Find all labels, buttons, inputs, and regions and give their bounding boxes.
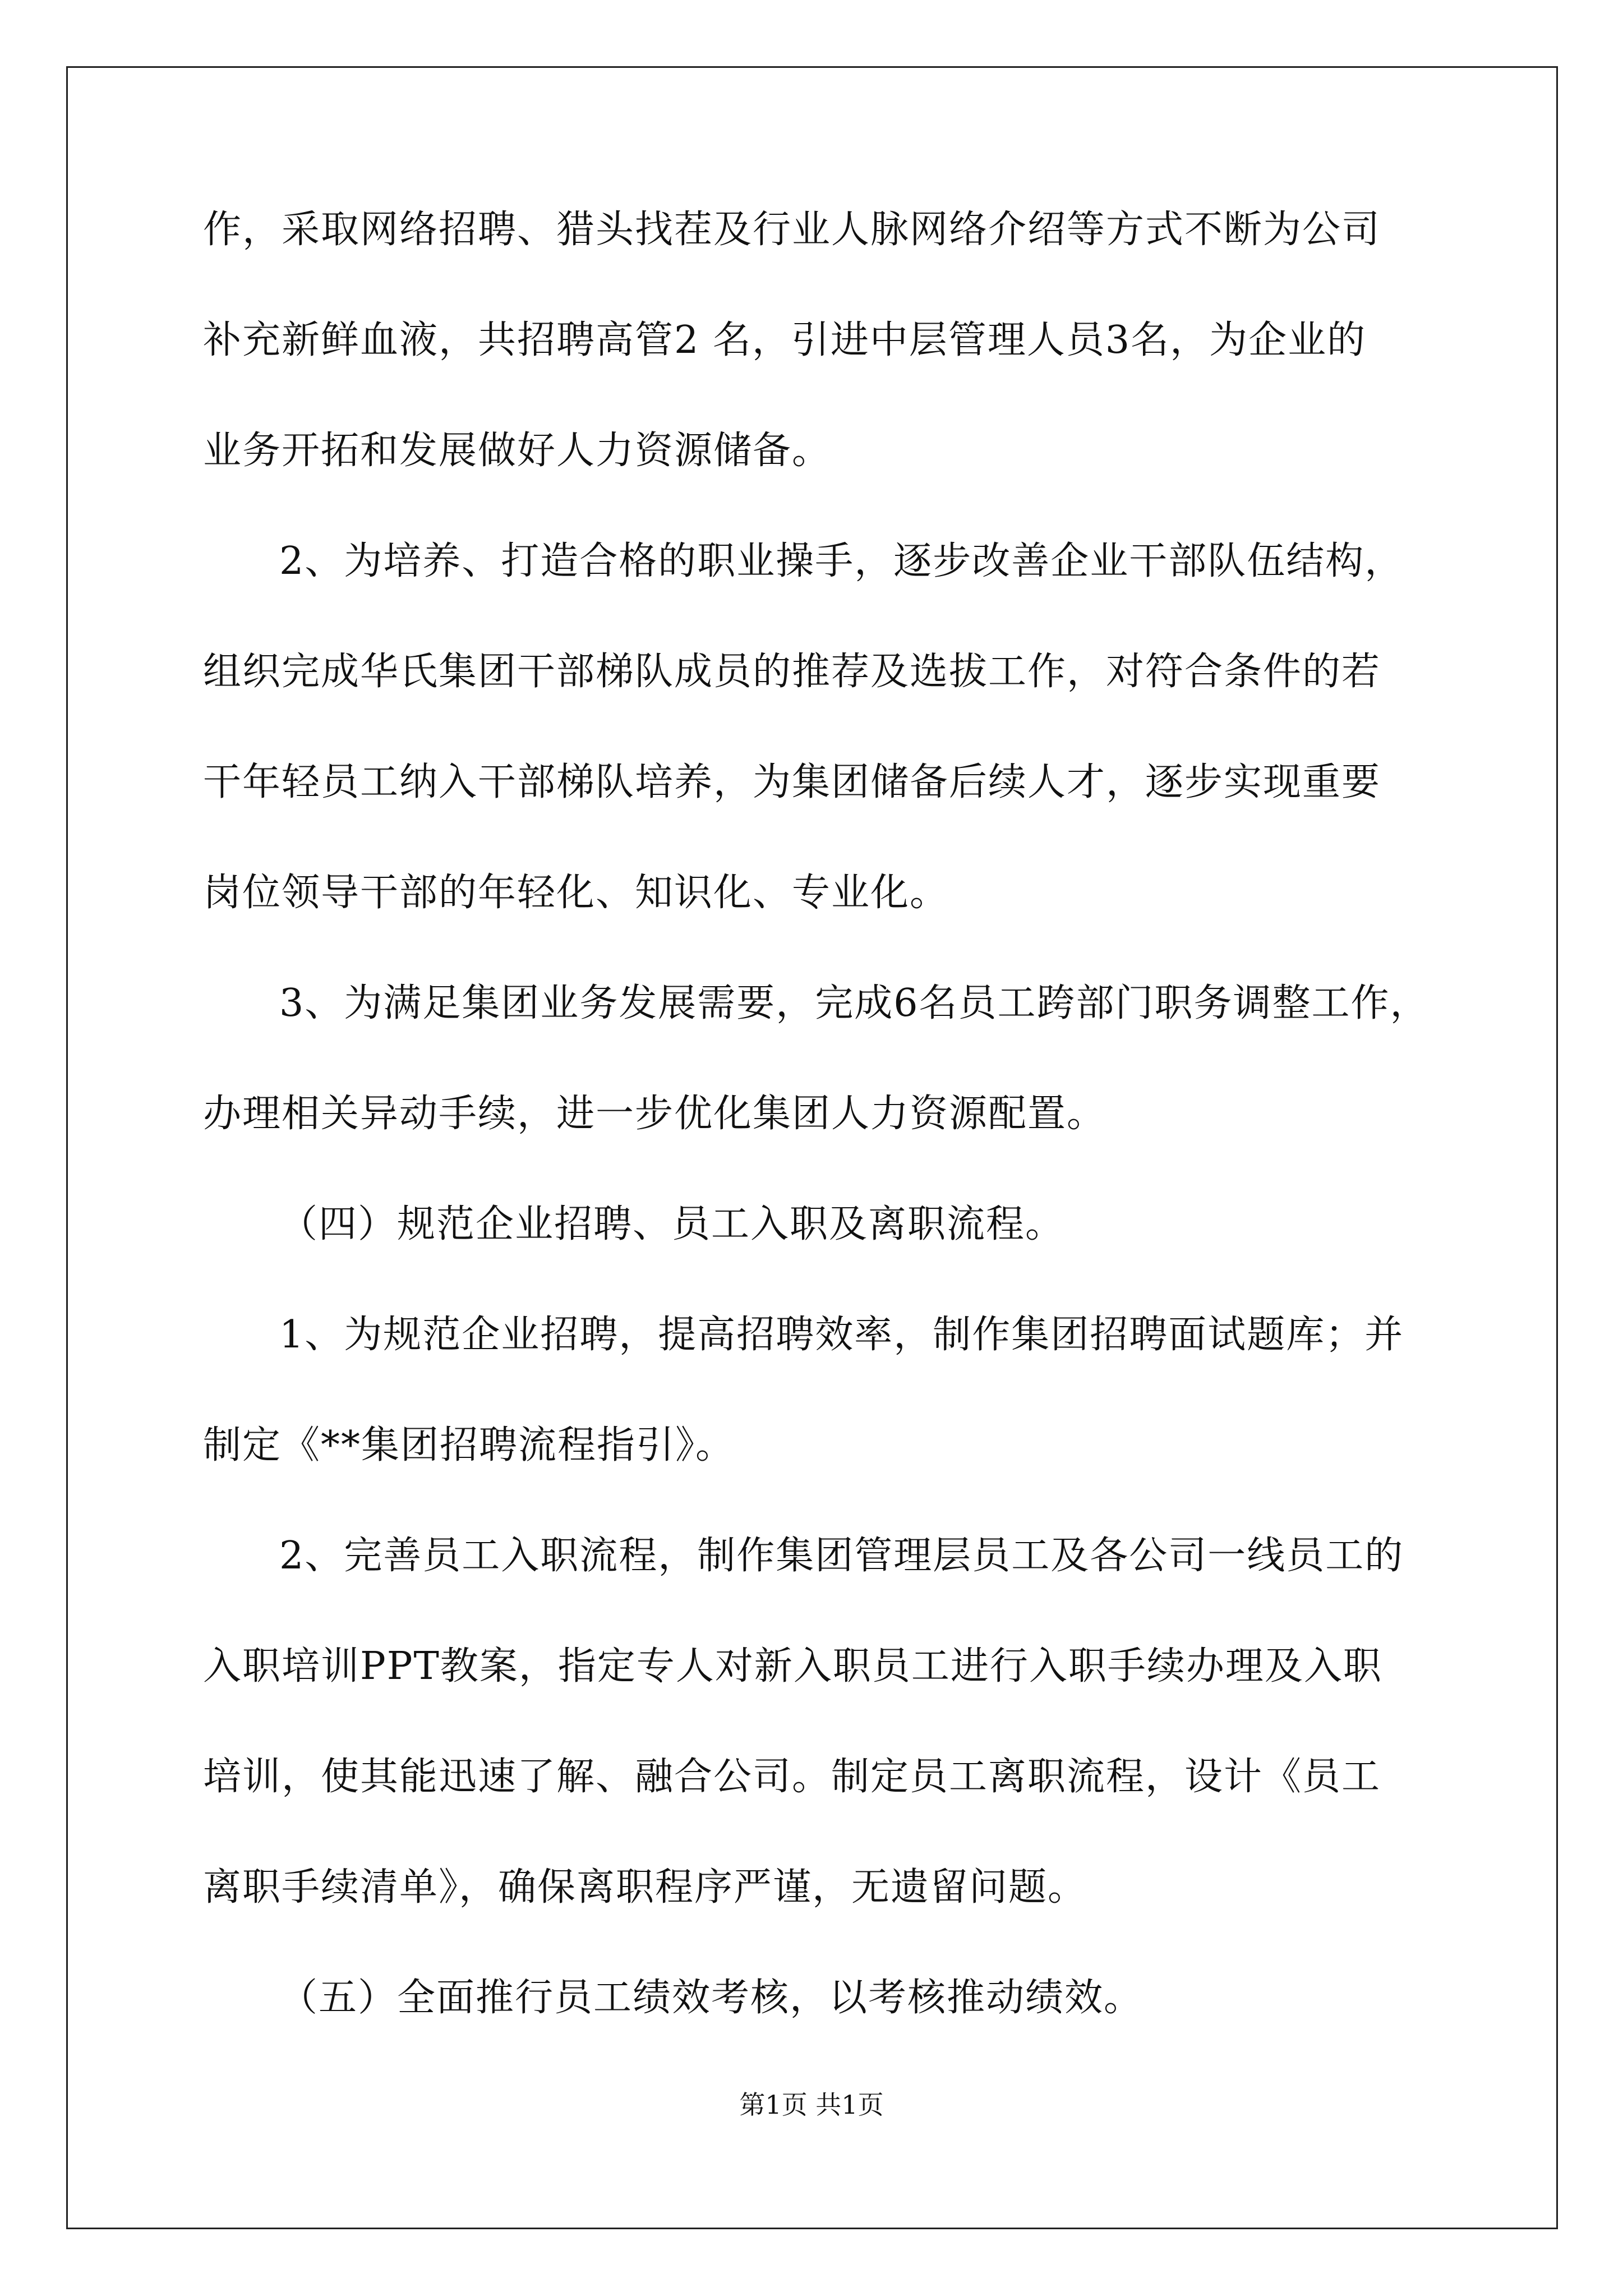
text-line: 培训，使其能迅速了解、融合公司。制定员工离职流程，设计《员工	[203, 1755, 1381, 1799]
text-line: 业务开拓和发展做好人力资源储备。	[203, 429, 832, 473]
page-number-footer: 第1页 共1页	[739, 2090, 884, 2120]
section-heading: （五）全面推行员工绩效考核，以考核推动绩效。	[279, 1976, 1144, 2020]
text-line: 制定《**集团招聘流程指引》。	[203, 1423, 735, 1467]
text-line: 补充新鲜血液，共招聘高管2 名，引进中层管理人员3名，为企业的	[203, 318, 1367, 362]
document-body	[203, 209, 1437, 2087]
text-line: 办理相关异动手续，进一步优化集团人力资源配置。	[203, 1092, 1106, 1136]
text-line: 组织完成华氏集团干部梯队成员的推荐及选拔工作，对符合条件的若	[203, 650, 1381, 694]
text-line: 岗位领导干部的年轻化、知识化、专业化。	[203, 871, 949, 915]
text-line: 干年轻员工纳入干部梯队培养，为集团储备后续人才，逐步实现重要	[203, 760, 1381, 804]
text-line: 作，采取网络招聘、猎头找茬及行业人脉网络介绍等方式不断为公司	[203, 208, 1381, 252]
section-heading: （四）规范企业招聘、员工入职及离职流程。	[279, 1202, 1065, 1246]
text-line: 离职手续清单》，确保离职程序严谨，无遗留问题。	[203, 1865, 1087, 1910]
paragraph-start: 2、为培养、打造合格的职业操手，逐步改善企业干部队伍结构，	[279, 539, 1404, 583]
paragraph-start: 1、为规范企业招聘，提高招聘效率，制作集团招聘面试题库；并	[279, 1313, 1404, 1357]
paragraph-start: 2、完善员工入职流程，制作集团管理层员工及各公司一线员工的	[279, 1534, 1404, 1578]
text-line: 入职培训PPT教案，指定专人对新入职员工进行入职手续办理及入职	[203, 1644, 1382, 1688]
paragraph-start: 3、为满足集团业务发展需要，完成6名员工跨部门职务调整工作，	[279, 981, 1430, 1025]
